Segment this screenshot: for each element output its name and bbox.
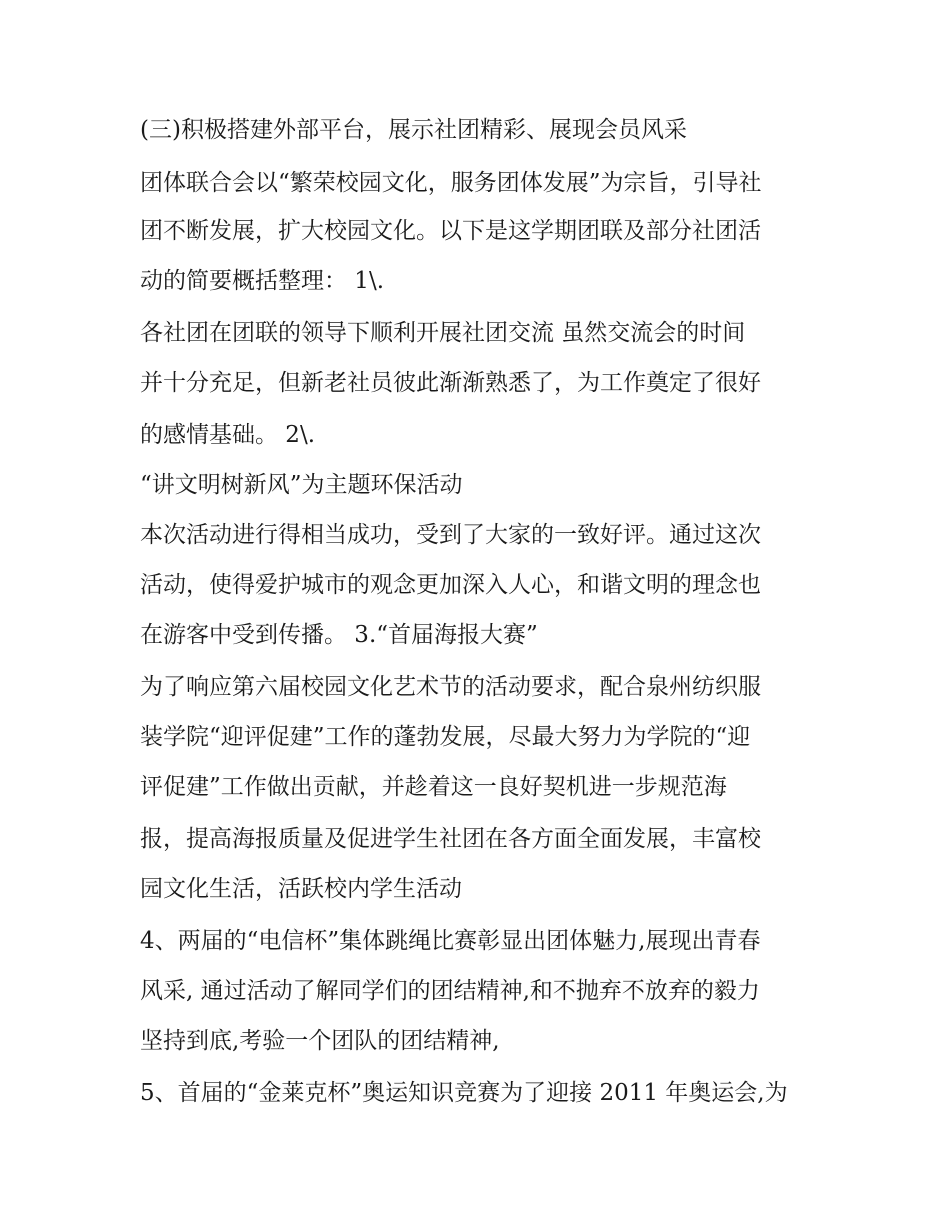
paragraph-line: 并十分充足，但新老社员彼此渐渐熟悉了，为工作奠定了很好 — [140, 370, 761, 396]
paragraph-line: 团体联合会以“繁荣校园文化，服务团体发展”为宗旨，引导社 — [140, 170, 762, 196]
paragraph-line: 4、两届的“电信杯”集体跳绳比赛彰显出团体魅力,展现出青春 — [140, 928, 761, 954]
paragraph-line: 团不断发展，扩大校园文化。以下是这学期团联及部分社团活 — [140, 218, 761, 244]
paragraph-line: 为了响应第六届校园文化艺术节的活动要求，配合泉州纺织服 — [140, 674, 761, 700]
paragraph-line: “讲文明树新风”为主题环保活动 — [140, 472, 463, 498]
paragraph-line: 坚持到底,考验一个团队的团结精神, — [140, 1028, 500, 1054]
paragraph-line: 报，提高海报质量及促进学生社团在各方面全面发展，丰富校 — [140, 826, 761, 852]
paragraph-line: 评促建”工作做出贡献，并趁着这一良好契机进一步规范海 — [140, 774, 727, 800]
paragraph-line: 活动，使得爱护城市的观念更加深入人心，和谐文明的理念也 — [140, 572, 761, 598]
paragraph-line: 动的简要概括整理： 1\. — [140, 268, 385, 294]
paragraph-line: 装学院“迎评促建”工作的蓬勃发展，尽最大努力为学院的“迎 — [140, 724, 751, 750]
paragraph-line: 本次活动进行得相当成功，受到了大家的一致好评。通过这次 — [140, 522, 761, 548]
paragraph-line: 5、首届的“金莱克杯”奥运知识竞赛为了迎接 2011 年奥运会,为 — [140, 1080, 788, 1106]
paragraph-line: 各社团在团联的领导下顺利开展社团交流 虽然交流会的时间 — [140, 320, 746, 346]
paragraph-line: 风采, 通过活动了解同学们的团结精神,和不抛弃不放弃的毅力 — [140, 978, 760, 1004]
paragraph-line: 在游客中受到传播。 3.“首届海报大赛” — [140, 622, 538, 648]
paragraph-line: 园文化生活，活跃校内学生活动 — [140, 876, 462, 902]
paragraph-line: 的感情基础。 2\. — [140, 422, 316, 448]
heading-line: (三)积极搭建外部平台，展示社团精彩、展现会员风采 — [140, 117, 687, 143]
